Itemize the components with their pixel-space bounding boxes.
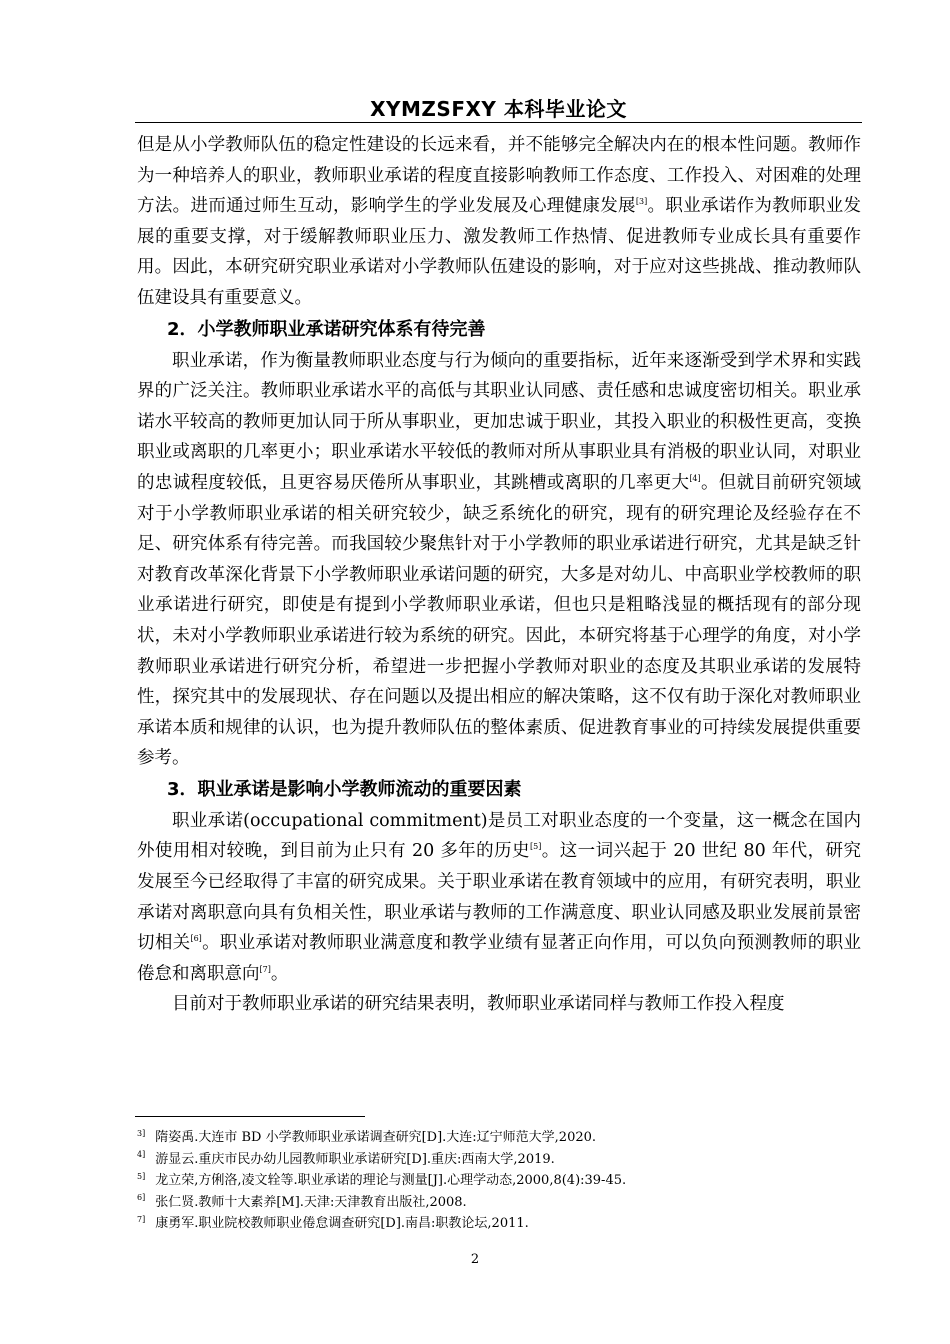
footnotes: [137, 1127, 861, 1235]
footnote-number: 4]: [137, 1150, 146, 1160]
footnote-number: 7]: [137, 1214, 146, 1224]
footnote: [137, 1192, 861, 1214]
citation-3[interactable]: [3]: [635, 197, 648, 207]
footnote-rule: [135, 1116, 365, 1117]
paragraph-3: [137, 806, 861, 990]
paragraph-4-text: 目前对于教师职业承诺的研究结果表明，教师职业承诺同样与教师工作投入程度: [172, 994, 785, 1015]
paragraph-3-text-c: 。职业承诺对教师职业满意度和教学业绩有显著正向作用，可以负向预测教师的职业倦怠和离职意向: [137, 933, 862, 984]
citation-7[interactable]: [7]: [259, 965, 271, 975]
body-text: [137, 130, 861, 1020]
header-rule: [135, 122, 862, 123]
paragraph-2-tail: 。但就目前研究领域对于小学教师职业承诺的相关研究较少，缺乏系统化的研究，现有的研究理论及经验存在不足、研究体系有待完善。而我国较少聚焦针对于小学教师的职业承诺进行研究，尤其是缺乏针对教育改革深化背景下小学教师职业承诺问题的研究，大多是对幼儿、中高职业学校教师的职业承诺进行研究，即使是有提到小学教师职业承诺，但也只是粗略浅显的概括现有的部分现状，未对小学教师职业承诺进行较为系统的研究。因此，本研究将基于心理学的角度，对小学教师职业承诺进行研究分析，希望进一步把握小学教师对职业的态度及其职业承诺的发展特性，探究其中的发展现状、存在问题以及提出相应的解决策略，这不仅有助于深化对教师职业承诺本质和规律的认识，也为提升教师队伍的整体素质、促进教育事业的可持续发展提供重要参考。: [137, 472, 862, 769]
paragraph-1-text: 但是从小学教师队伍的稳定性建设的长远来看，并不能够完全解决内在的根本性问题。教师作为一种培养人的职业，教师职业承诺的程度直接影响教师工作态度、工作投入、对困难的处理方法。进而通过师生互动，影响学生的学业发展及心理健康发展: [137, 135, 861, 217]
footnote-text: 游显云.重庆市民办幼儿园教师职业承诺研究[D].重庆:西南大学,2019.: [155, 1151, 555, 1167]
paragraph-2-text: 职业承诺，作为衡量教师职业态度与行为倾向的重要指标，近年来逐渐受到学术界和实践界的广泛关注。教师职业承诺水平的高低与其职业认同感、责任感和忠诚度密切相关。职业承诺水平较高的教师更加认同于所从事职业，更加忠诚于职业，其投入职业的积极性更高，变换职业或离职的几率更小；职业承诺水平较低的教师对所从事职业具有消极的职业认同，对职业的忠诚程度较低，且更容易厌倦所从事职业，其跳槽或离职的几率更大: [137, 350, 861, 493]
citation-6[interactable]: [6]: [190, 934, 202, 944]
section-heading-3: 3．职业承诺是影响小学教师流动的重要因素: [167, 778, 522, 800]
footnote-text: 张仁贤.教师十大素养[M].天津:天津教育出版社,2008.: [155, 1194, 467, 1210]
footnote-number: 3]: [137, 1128, 146, 1138]
citation-4[interactable]: [4]: [689, 474, 701, 484]
footnote-text: 隋姿禹.大连市 BD 小学教师职业承诺调查研究[D].大连:辽宁师范大学,2020.: [155, 1130, 597, 1145]
footnote: [137, 1127, 861, 1149]
paragraph-3-text-d: 。: [270, 963, 289, 984]
footnote-text: 龙立荣,方俐洛,凌文辁等.职业承诺的理论与测量[J].心理学动态,2000,8(4):39-45.: [155, 1173, 627, 1188]
paragraph-1-tail: 。职业承诺作为教师职业发展的重要支撑，对于缓解教师职业压力、激发教师工作热情、促进教师专业成长具有重要作用。因此，本研究研究职业承诺对小学教师队伍建设的影响，对于应对这些挑战、推动教师队伍建设具有重要意义。: [137, 196, 861, 308]
paragraph-1: [137, 130, 861, 314]
paragraph-3-text-b: 。这一词兴起于 20 世纪 80 年代，研究发展至今已经取得了丰富的研究成果。关于职业承诺在教育领域中的应用，有研究表明，职业承诺对离职意向具有负相关性，职业承诺与教师的工作满意度、职业认同感及职业发展前景密切相关: [137, 841, 861, 954]
paragraph-2: [137, 346, 861, 774]
running-header: XYMZSFXY 本科毕业论文: [370, 97, 627, 121]
section-heading-2: 2．小学教师职业承诺研究体系有待完善: [167, 318, 486, 340]
paragraph-4: [137, 989, 861, 1020]
footnote: [137, 1149, 861, 1171]
page-number: 2: [470, 1252, 480, 1267]
footnote-number: 5]: [137, 1171, 146, 1181]
citation-5[interactable]: [5]: [530, 842, 542, 852]
footnote-number: 6]: [137, 1193, 146, 1203]
footnote: [137, 1213, 861, 1235]
footnote: [137, 1170, 861, 1192]
paragraph-3-text-a: 职业承诺(occupational commitment)是员工对职业态度的一个变量，这一概念在国内外使用相对较晚，到目前为止只有 20 多年的历史: [137, 810, 861, 862]
footnote-text: 康勇军.职业院校教师职业倦怠调查研究[D].南昌:职教论坛,2011.: [155, 1216, 529, 1231]
